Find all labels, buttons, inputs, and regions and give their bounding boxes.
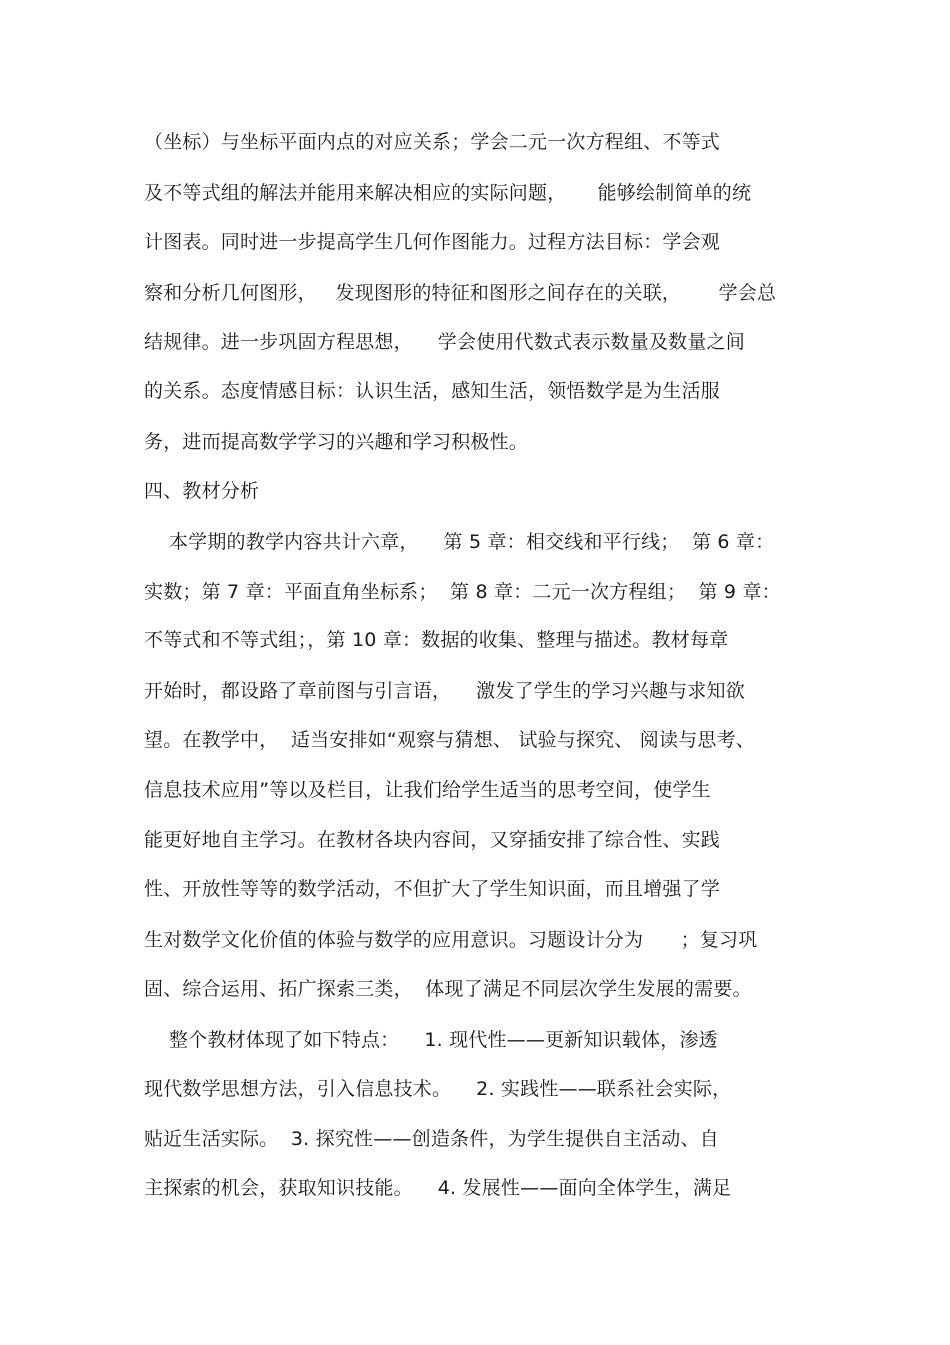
text-line: 察和分析几何图形， 发现图形的特征和图形之间存在的关联， 学会总 — [144, 282, 777, 304]
text-line: 整个教材体现了如下特点： 1. 现代性——更新知识载体，渗透 — [144, 1029, 718, 1051]
text-line: 的关系。态度情感目标：认识生活，感知生活，领悟数学是为生活服 — [144, 380, 721, 402]
text-line: 固、综合运用、拓广探索三类， 体现了满足不同层次学生发展的需要。 — [144, 978, 752, 1000]
text-line: 现代数学思想方法，引入信息技术。 2. 实践性——联系社会实际， — [144, 1078, 732, 1100]
text-line: 能更好地自主学习。在教材各块内容间，又穿插安排了综合性、实践 — [144, 829, 721, 851]
text-line: 开始时，都设路了章前图与引言语， 激发了学生的学习兴趣与求知欲 — [144, 680, 745, 702]
section-heading: 四、教材分析 — [144, 480, 260, 502]
text-line: 主探索的机会，获取知识技能。 4. 发展性——面向全体学生，满足 — [144, 1177, 732, 1199]
text-line: 结规律。进一步巩固方程思想， 学会使用代数式表示数量及数量之间 — [144, 331, 745, 353]
text-line: 实数；第 7 章：平面直角坐标系； 第 8 章：二元一次方程组； 第 9 章： — [144, 581, 781, 603]
text-line: 信息技术应用”等以及栏目，让我们给学生适当的思考空间，使学生 — [144, 779, 711, 801]
text-line: 贴近生活实际。 3. 探究性——创造条件，为学生提供自主活动、自 — [144, 1128, 719, 1150]
text-line: 务，进而提高数学学习的兴趣和学习积极性。 — [144, 431, 529, 453]
text-line: 及不等式组的解法并能用来解决相应的实际问题， 能够绘制简单的统 — [144, 182, 752, 204]
text-line: （坐标）与坐标平面内点的对应关系；学会二元一次方程组、不等式 — [144, 131, 721, 153]
text-line: 不等式和不等式组；，第 10 章：数据的收集、整理与描述。教材每章 — [144, 629, 729, 651]
text-line: 生对数学文化价值的体验与数学的应用意识。习题设计分为 ；复习巩 — [144, 929, 758, 951]
text-line: 本学期的教学内容共计六章， 第 5 章：相交线和平行线； 第 6 章： — [144, 531, 775, 553]
text-line: 计图表。同时进一步提高学生几何作图能力。过程方法目标：学会观 — [144, 231, 721, 253]
text-line: 性、开放性等等的数学活动，不但扩大了学生知识面，而且增强了学 — [144, 878, 721, 900]
text-line: 望。在教学中， 适当安排如“观察与猜想、 试验与探究、 阅读与思考、 — [144, 729, 756, 751]
